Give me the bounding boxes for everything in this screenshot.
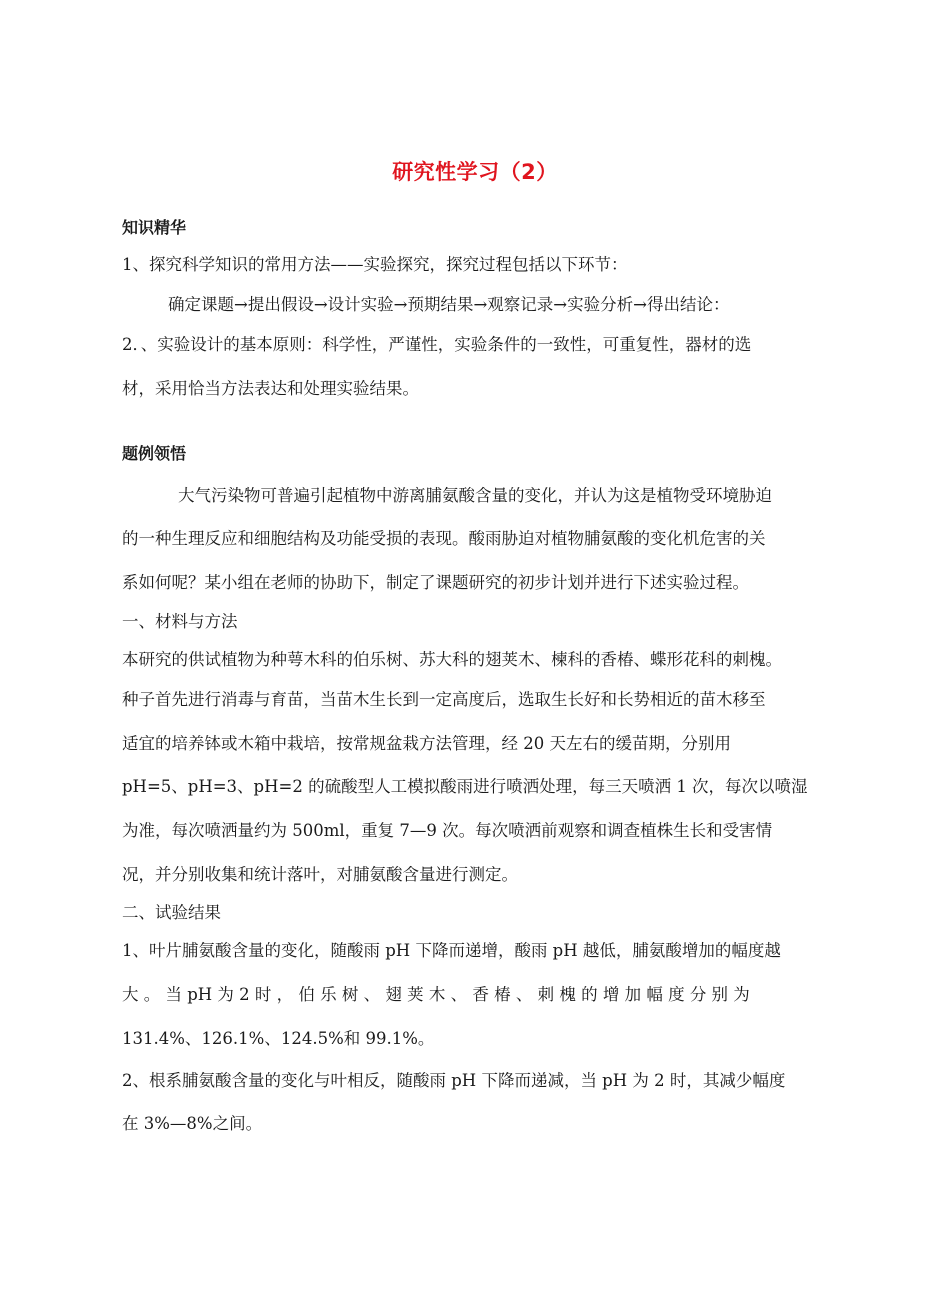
paragraph-line: 系如何呢？某小组在老师的协助下，制定了课题研究的初步计划并进行下述实验过程。 <box>122 573 749 592</box>
paragraph-line: 131.4%、126.1%、124.5%和 99.1%。 <box>122 1029 435 1048</box>
paragraph-line: 适宜的培养钵或木箱中栽培，按常规盆栽方法管理，经 20 天左右的缓苗期，分别用 <box>122 734 731 753</box>
paragraph-line: pH=5、pH=3、pH=2 的硫酸型人工模拟酸雨进行喷洒处理，每三天喷洒 1 次，每次以喷湿 <box>122 777 808 796</box>
paragraph-line: 在 3%—8%之间。 <box>122 1114 263 1133</box>
page-title: 研究性学习（2） <box>392 160 558 184</box>
paragraph-line: 材，采用恰当方法表达和处理实验结果。 <box>122 379 419 398</box>
paragraph-line: 2、根系脯氨酸含量的变化与叶相反，随酸雨 pH 下降而递减，当 pH 为 2 时，其减少幅度 <box>122 1071 786 1090</box>
paragraph-line: 大气污染物可普遍引起植物中游离脯氨酸含量的变化，并认为这是植物受环境胁迫 <box>178 486 772 505</box>
subsection-heading: 一、材料与方法 <box>122 612 238 631</box>
paragraph-line: 况，并分别收集和统计落叶，对脯氨酸含量进行测定。 <box>122 865 518 884</box>
paragraph-line: 的一种生理反应和细胞结构及功能受损的表现。酸雨胁迫对植物脯氨酸的变化机危害的关 <box>122 529 766 548</box>
process-steps-line: 确定课题→提出假设→设计实验→预期结果→观察记录→实验分析→得出结论： <box>168 295 730 314</box>
paragraph-line: 大 。 当 pH 为 2 时 ， 伯 乐 树 、 翅 荚 木 、 香 椿 、 刺 槐 的 增 加 幅 度 分 别 为 <box>122 985 750 1004</box>
paragraph-line: 1、叶片脯氨酸含量的变化，随酸雨 pH 下降而递增，酸雨 pH 越低，脯氨酸增加的幅度越 <box>122 941 781 960</box>
paragraph-line: 为准，每次喷洒量约为 500ml，重复 7—9 次。每次喷洒前观察和调查植株生长和受害情 <box>122 821 773 840</box>
section-heading-examples: 题例领悟 <box>122 444 187 463</box>
paragraph-line: 2．、实验设计的基本原则：科学性，严谨性，实验条件的一致性，可重复性，器材的选 <box>122 335 752 354</box>
paragraph-line: 本研究的供试植物为种萼木科的伯乐树、苏大科的翅荚木、楝科的香椿、蝶形花科的刺槐。 <box>122 650 782 669</box>
section-heading-knowledge: 知识精华 <box>122 218 187 237</box>
subsection-heading: 二、试验结果 <box>122 903 221 922</box>
paragraph-line: 1、探究科学知识的常用方法——实验探究，探究过程包括以下环节： <box>122 255 628 274</box>
paragraph-line: 种子首先进行消毒与育苗，当苗木生长到一定高度后，选取生长好和长势相近的苗木移至 <box>122 690 766 709</box>
